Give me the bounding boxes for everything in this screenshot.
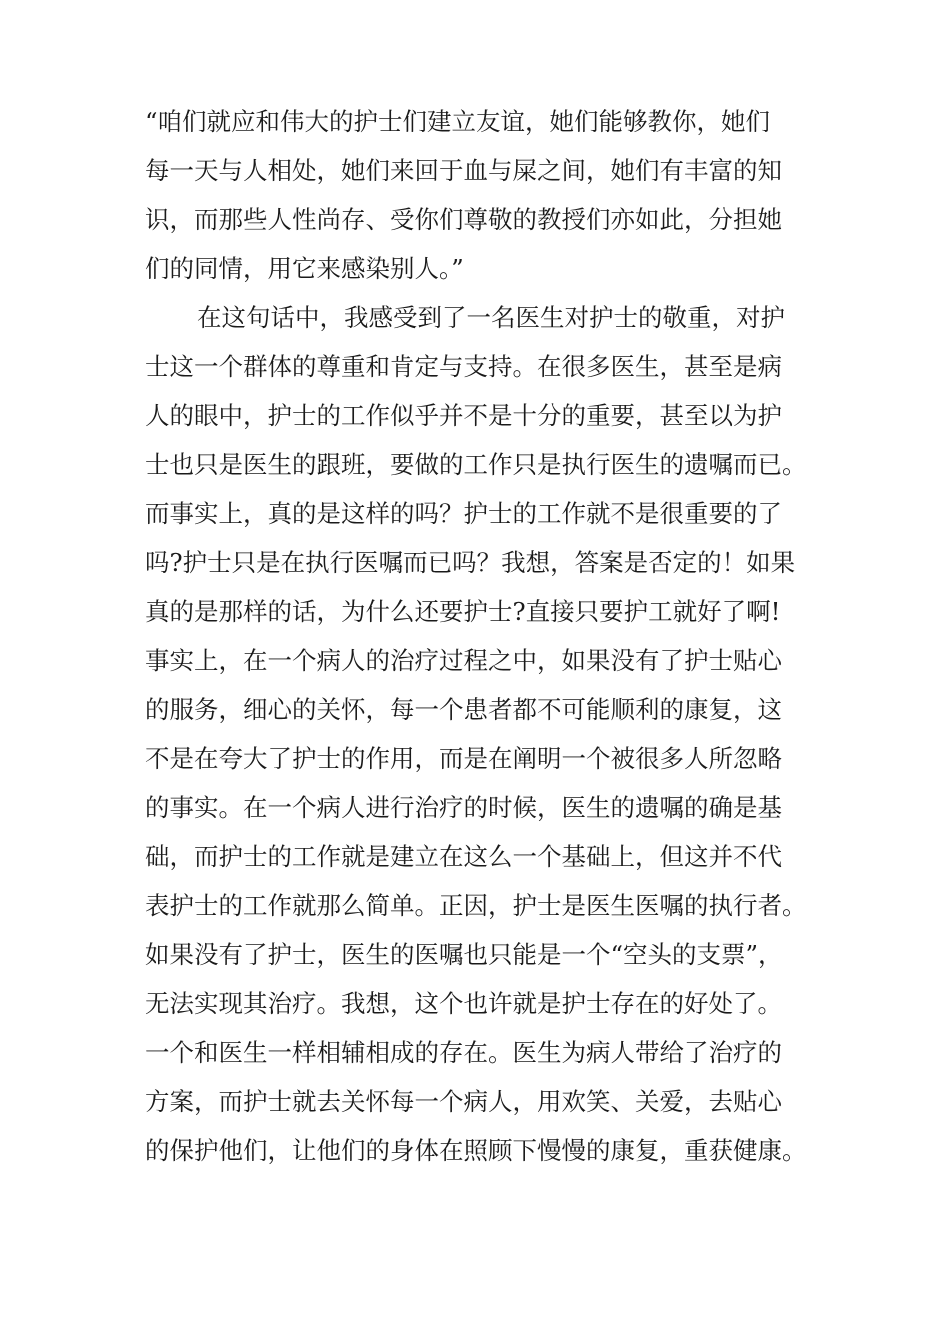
text-line: 础，而护士的工作就是建立在这么一个基础上，但这并不代 (145, 842, 782, 871)
text-line: 的事实。在一个病人进行治疗的时候，医生的遗嘱的确是基 (145, 793, 782, 822)
text-line: 人的眼中，护士的工作似乎并不是十分的重要，甚至以为护 (145, 401, 782, 430)
text-line: 士也只是医生的跟班，要做的工作只是执行医生的遗嘱而已。 (145, 450, 807, 479)
text-line: 事实上，在一个病人的治疗过程之中，如果没有了护士贴心 (145, 646, 782, 675)
quote-paragraph (145, 97, 825, 293)
text-line: 如果没有了护士，医生的医嘱也只能是一个“空头的支票”， (145, 940, 783, 969)
text-line: 们的同情，用它来感染别人。” (145, 254, 464, 283)
text-line: 真的是那样的话，为什么还要护士?直接只要护工就好了啊! (145, 597, 781, 626)
text-line: 的服务，细心的关怀，每一个患者都不可能顺利的康复，这 (145, 695, 782, 724)
text-line: 而事实上，真的是这样的吗？护士的工作就不是很重要的了 (145, 499, 782, 528)
text-line: “咱们就应和伟大的护士们建立友谊，她们能够教你，她们 (145, 107, 771, 136)
text-line: 一个和医生一样相辅相成的存在。医生为病人带给了治疗的 (145, 1038, 782, 1067)
text-line: 在这句话中，我感受到了一名医生对护士的敬重，对护 (197, 303, 785, 332)
text-line: 的保护他们，让他们的身体在照顾下慢慢的康复，重获健康。 (145, 1136, 807, 1165)
text-line: 表护士的工作就那么简单。正因，护士是医生医嘱的执行者。 (145, 891, 807, 920)
text-line: 方案，而护士就去关怀每一个病人，用欢笑、关爱，去贴心 (145, 1087, 782, 1116)
text-line: 吗?护士只是在执行医嘱而已吗？我想，答案是否定的！如果 (145, 548, 796, 577)
text-line: 识，而那些人性尚存、受你们尊敬的教授们亦如此，分担她 (145, 205, 782, 234)
text-line: 士这一个群体的尊重和肯定与支持。在很多医生，甚至是病 (145, 352, 782, 381)
text-line: 无法实现其治疗。我想，这个也许就是护士存在的好处了。 (145, 989, 782, 1018)
document-text (145, 97, 825, 1175)
text-line: 每一天与人相处，她们来回于血与屎之间，她们有丰富的知 (145, 156, 782, 185)
body-paragraph (145, 293, 825, 1175)
text-line: 不是在夸大了护士的作用，而是在阐明一个被很多人所忽略 (145, 744, 782, 773)
